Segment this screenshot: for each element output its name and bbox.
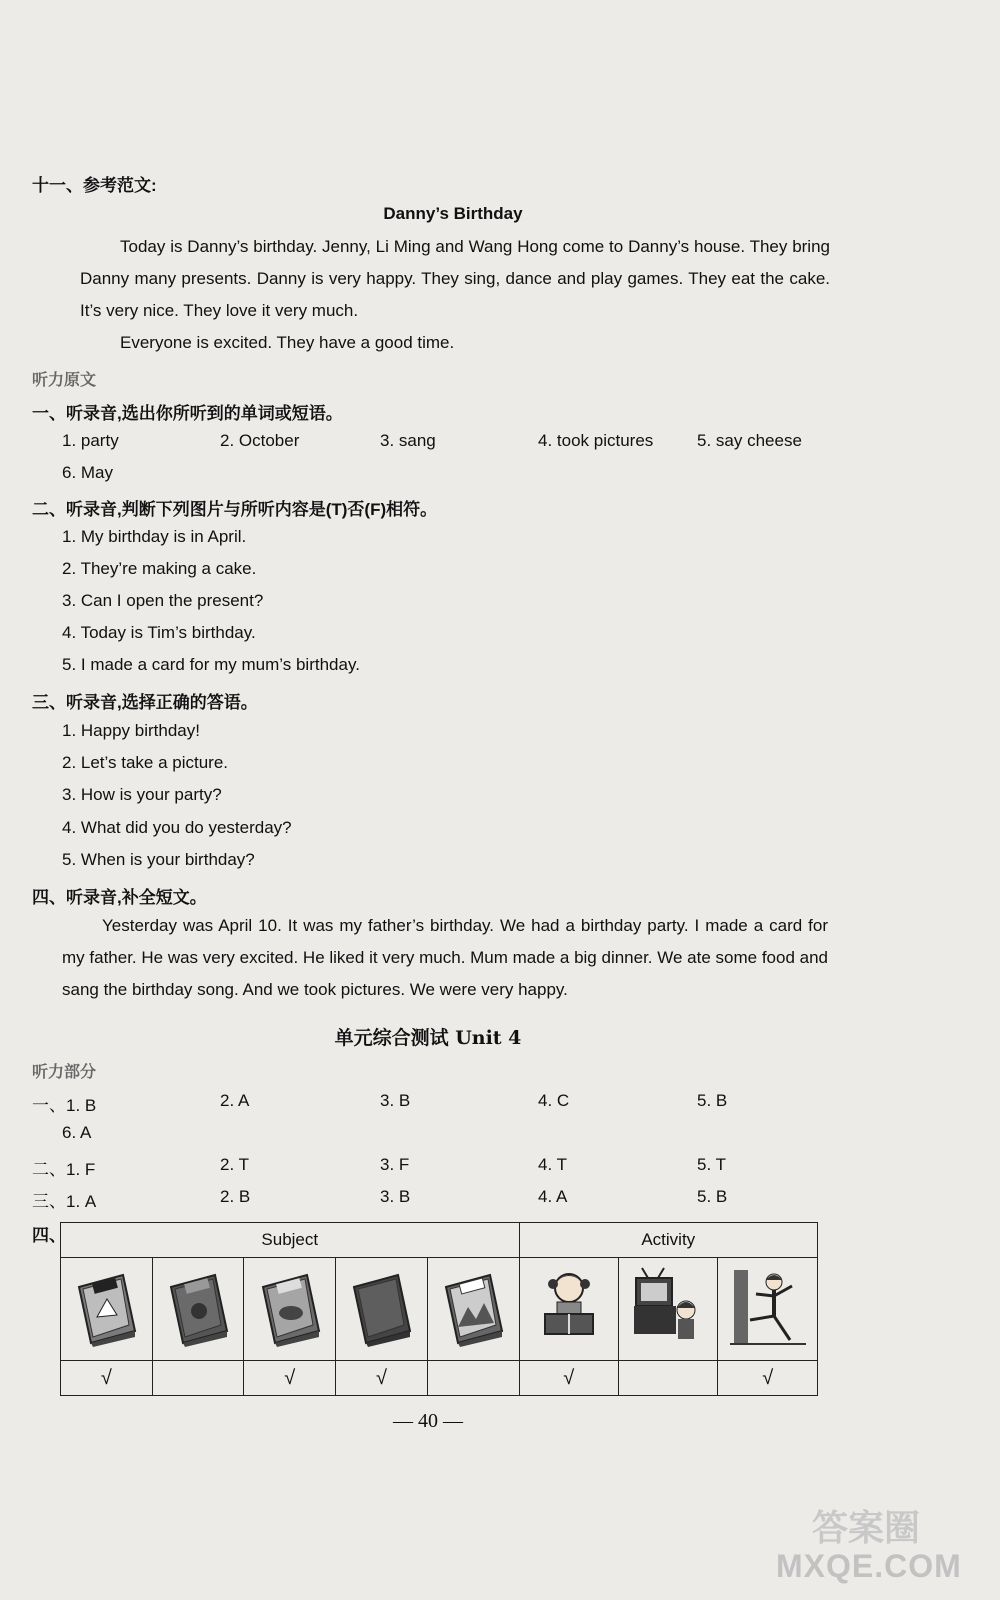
activity-header: Activity [519,1223,817,1258]
part2-item: 3. Can I open the present? [62,591,264,610]
dancing-girl-icon [718,1258,818,1361]
girl-reading-icon [519,1258,618,1361]
answer-row1-item: 4. C [538,1091,570,1110]
part3-item: 5. When is your birthday? [62,850,255,869]
part3-item: 4. What did you do yesterday? [62,818,292,837]
answer-row2-item: 5. T [697,1155,726,1174]
answer-row1-item: 5. B [697,1091,728,1110]
part1-item: 6. May [62,463,114,482]
answer-row2-item: 二、1. F [32,1160,96,1179]
check-cell [427,1361,519,1396]
answer-row3-item: 5. B [697,1187,728,1206]
check-cell: √ [244,1361,336,1396]
part2-heading: 二、听录音,判断下列图片与所听内容是(T)否(F)相符。 [32,500,438,519]
answer-row4-label: 四、 [32,1226,66,1245]
part1-item: 3. sang [380,431,436,450]
part3-item: 2. Let’s take a picture. [62,753,229,772]
part3-item: 3. How is your party? [62,785,222,804]
part3-heading: 三、听录音,选择正确的答语。 [32,693,258,712]
answer-row2-item: 4. T [538,1155,567,1174]
part1-item: 1. party [62,431,119,450]
music-book-icon [244,1258,336,1361]
page-number: — 40 — [393,1410,463,1432]
part2-item: 2. They’re making a cake. [62,559,257,578]
answer-row2-item: 3. F [380,1155,410,1174]
watching-tv-icon [618,1258,717,1361]
part1-item: 2. October [220,431,300,450]
science-book-icon [427,1258,519,1361]
part2-item: 1. My birthday is in April. [62,527,247,546]
part4-heading: 四、听录音,补全短文。 [32,888,207,907]
unit-test-label: 听力部分 [32,1064,97,1081]
check-cell [152,1361,244,1396]
unit-test-title: 单元综合测试 Unit 4 [334,1027,522,1049]
answer-row1-item: 3. B [380,1091,411,1110]
essay-heading: 十一、参考范文: [32,176,157,195]
transcript-label: 听力原文 [32,372,97,389]
check-cell: √ [519,1361,618,1396]
check-cell: √ [336,1361,428,1396]
part1-heading: 一、听录音,选出你所听到的单词或短语。 [32,404,343,423]
art-book-icon [152,1258,244,1361]
part2-item: 5. I made a card for my mum’s birthday. [62,655,360,674]
check-cell: √ [61,1361,153,1396]
answer-row3-item: 3. B [380,1187,411,1206]
answer-row3-item: 4. A [538,1187,568,1206]
chinese-book-icon [61,1258,153,1361]
part4-text: Yesterday was April 10. It was my father’s birthday. We had a birthday party. I made a card for my father. He was very excited. He liked it very much. Mum made a big dinner. We ate some food and sang the birthday song. And we took pictures. We were very happy. [62,916,828,999]
subject-activity-table [60,1222,818,1396]
check-cell: √ [718,1361,818,1396]
answer-row3-item: 2. B [220,1187,251,1206]
subject-header: Subject [61,1223,520,1258]
answer-row3-item: 三、1. A [32,1192,97,1211]
essay-paragraph-2: Everyone is excited. They have a good time. [120,333,455,352]
answer-row1-extra: 6. A [62,1123,92,1142]
essay-paragraph-1: Today is Danny’s birthday. Jenny, Li Ming and Wang Hong come to Danny’s house. They bring Danny many presents. Danny is very happy. They sing, dance and play games. They eat the cake. It’s very nice. They love it very much. [80,237,830,320]
answer-row1-item: 一、1. B [32,1096,97,1115]
answer-row2-item: 2. T [220,1155,249,1174]
essay-title: Danny’s Birthday [383,204,523,223]
book-icon [336,1258,428,1361]
check-cell [618,1361,717,1396]
part2-item: 4. Today is Tim’s birthday. [62,623,256,642]
part3-item: 1. Happy birthday! [62,721,200,740]
watermark-logo: 答案圈 [812,1507,921,1548]
watermark-url: MXQE.COM [776,1548,962,1584]
answer-row1-item: 2. A [220,1091,250,1110]
part1-item: 4. took pictures [538,431,654,450]
part1-item: 5. say cheese [697,431,802,450]
